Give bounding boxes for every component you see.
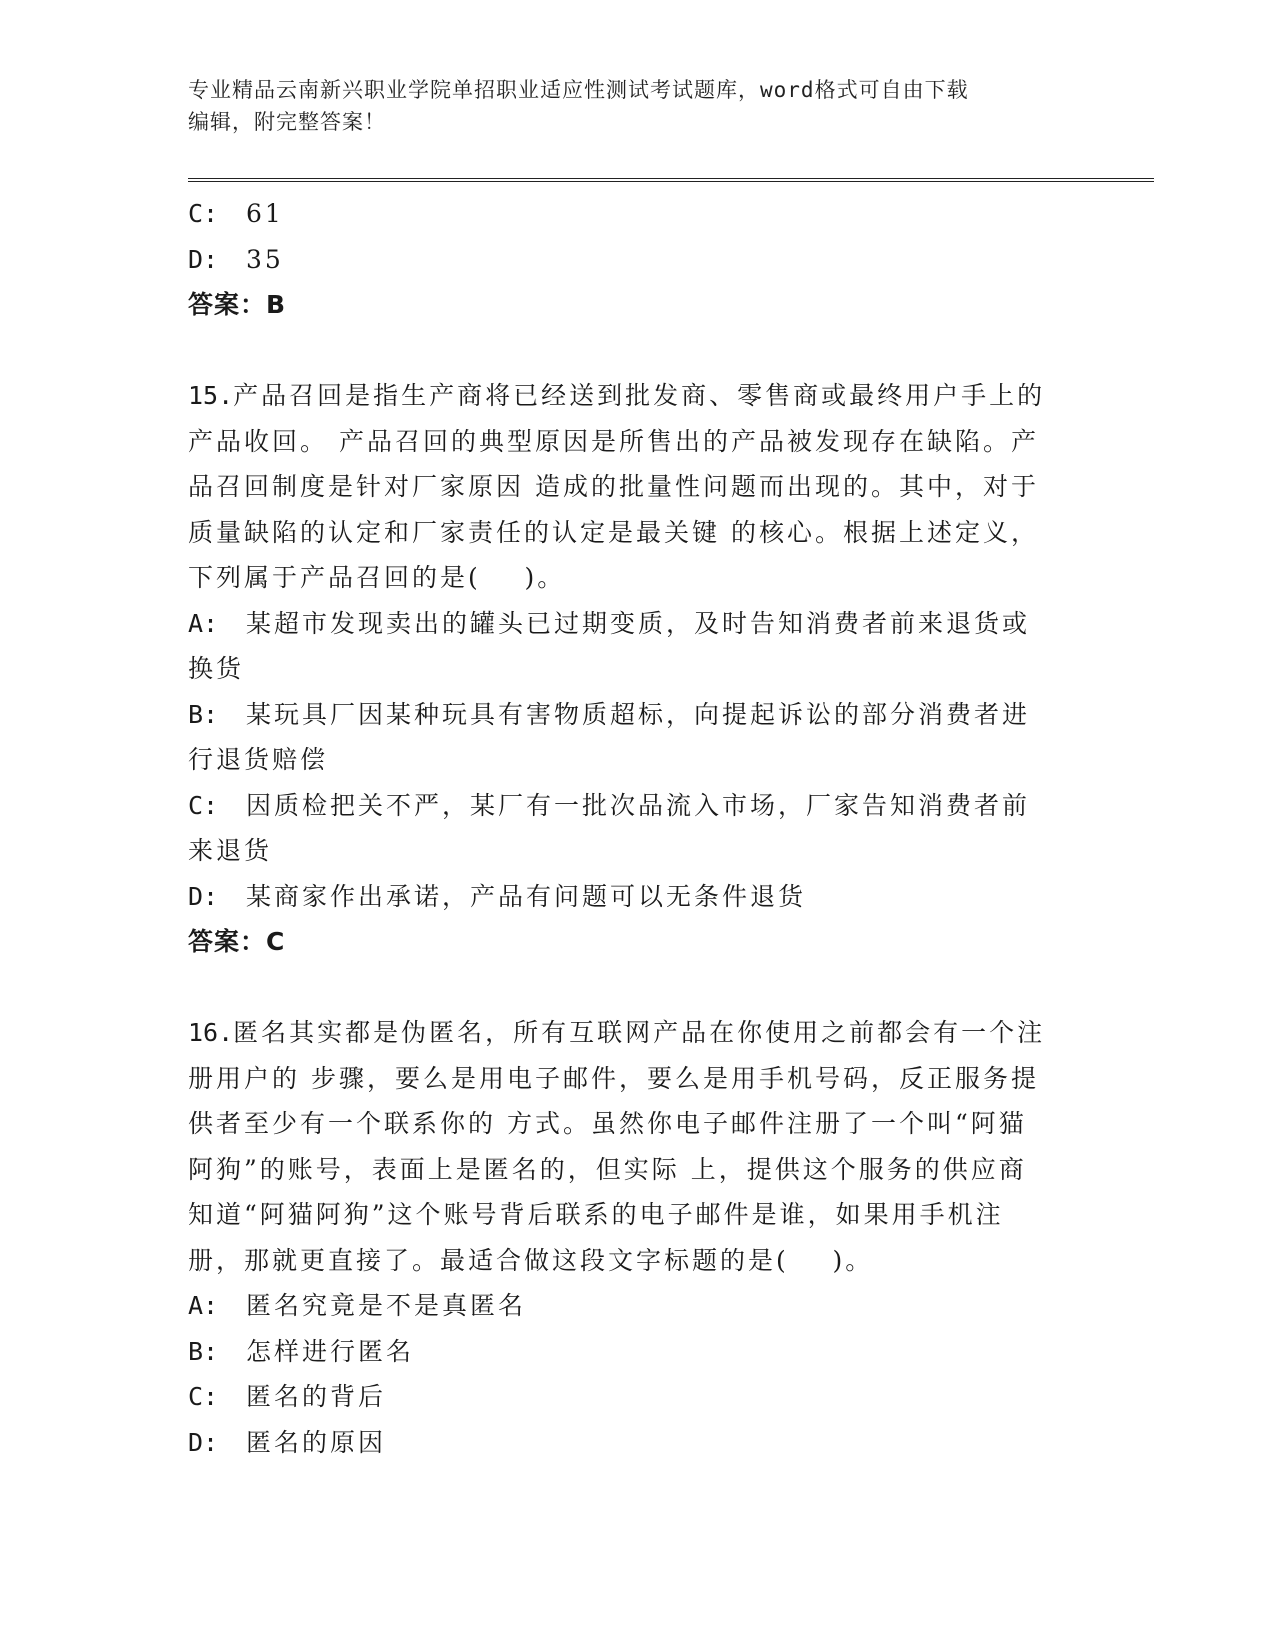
option-text: 某玩具厂因某种玩具有害物质超标，向提起诉讼的部分消费者进 [246, 699, 1031, 729]
prev-question [188, 191, 1078, 328]
option-text: 怎样进行匿名 [246, 1336, 415, 1366]
document-body [188, 191, 1078, 1465]
option-letter: A: [188, 1291, 219, 1320]
option-a [188, 601, 1078, 647]
answer-label: 答案：B [188, 290, 287, 319]
option-c [188, 191, 1078, 237]
option-d [188, 1420, 1078, 1466]
question-line: 阿狗”的账号，表面上是匿名的，但实际 上，提供这个服务的供应商 [188, 1154, 1027, 1184]
option-text: 某超市发现卖出的罐头已过期变质，及时告知消费者前来退货或 [246, 608, 1031, 638]
option-d [188, 237, 1078, 283]
option-c [188, 1374, 1078, 1420]
question-line: 册用户的 步骤，要么是用电子邮件，要么是用手机号码，反正服务提 [188, 1063, 1039, 1093]
option-text: 匿名的原因 [246, 1427, 387, 1457]
option-letter: D: [188, 244, 219, 274]
option-text: 因质检把关不严，某厂有一批次品流入市场，厂家告知消费者前 [246, 790, 1031, 820]
question-16 [188, 1010, 1078, 1465]
option-letter: B: [188, 1336, 219, 1366]
question-line: 产品收回。 产品召回的典型原因是所售出的产品被发现存在缺陷。产 [188, 426, 1039, 456]
option-continuation: 来退货 [188, 836, 273, 865]
option-letter: C: [188, 790, 219, 820]
question-number: 16. [188, 1018, 234, 1047]
option-letter: D: [188, 1427, 219, 1457]
question-line [188, 1010, 1078, 1056]
page-header [188, 74, 1068, 138]
option-letter: D: [188, 881, 219, 911]
option-b [188, 1329, 1078, 1375]
option-text: 匿名的背后 [246, 1382, 387, 1411]
question-line: 册，那就更直接了。最适合做这段文字标题的是( )。 [188, 1245, 874, 1275]
option-d [188, 874, 1078, 920]
spacer [188, 328, 1078, 374]
option-b [188, 692, 1078, 738]
option-letter: C: [188, 1382, 219, 1411]
question-line: 质量缺陷的认定和厂家责任的认定是最关键 的核心。根据上述定义， [188, 517, 1039, 547]
question-line: 下列属于产品召回的是( )。 [188, 563, 566, 592]
question-15 [188, 373, 1078, 965]
header-divider [188, 178, 1154, 182]
question-line: 知道“阿猫阿狗”这个账号背后联系的电子邮件是谁，如果用手机注 [188, 1200, 1004, 1229]
question-line: 品召回制度是针对厂家原因 造成的批量性问题而出现的。其中，对于 [188, 472, 1039, 501]
spacer [188, 965, 1078, 1011]
option-text: 匿名究竟是不是真匿名 [246, 1291, 527, 1320]
option-text: 某商家作出承诺，产品有问题可以无条件退货 [246, 881, 807, 911]
header-line-2: 编辑，附完整答案！ [188, 110, 386, 134]
option-continuation: 换货 [188, 654, 245, 683]
question-line [188, 373, 1078, 419]
option-text: 61 [246, 199, 284, 228]
header-line-1: 专业精品云南新兴职业学院单招职业适应性测试考试题库，word格式可自由下载 [188, 78, 969, 102]
option-c [188, 783, 1078, 829]
question-number: 15. [188, 381, 234, 410]
question-text: 产品召回是指生产商将已经送到批发商、零售商或最终用户手上的 [233, 381, 1046, 410]
option-text: 35 [246, 244, 284, 274]
option-a [188, 1283, 1078, 1329]
question-text: 匿名其实都是伪匿名，所有互联网产品在你使用之前都会有一个注 [233, 1018, 1046, 1047]
option-letter: A: [188, 608, 219, 638]
option-letter: C: [188, 199, 219, 228]
answer-label: 答案：C [188, 927, 286, 956]
question-line: 供者至少有一个联系你的 方式。虽然你电子邮件注册了一个叫“阿猫 [188, 1109, 1027, 1138]
option-letter: B: [188, 699, 219, 729]
option-continuation: 行退货赔偿 [188, 745, 329, 774]
